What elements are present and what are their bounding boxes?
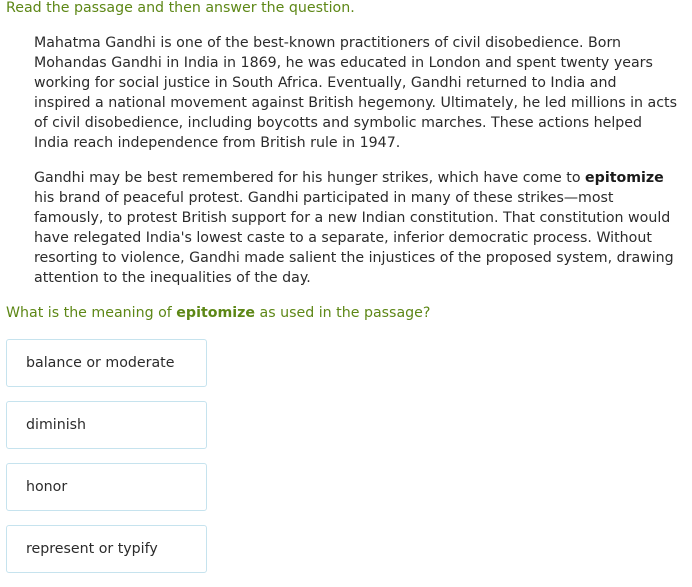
answer-choice-diminish[interactable] (6, 401, 207, 449)
answer-choice-label: diminish (26, 417, 87, 433)
passage-paragraph-2-end: his brand of peaceful protest. Gandhi participated in many of these strikes—most famously, to protest British support for a new Indian constitution. That constitution would have relegated India's lowest caste to a separate, inferior democratic process. Without resorting to violence, Gandhi made salient the injustices of the proposed system, drawing attention to the inequalities of the day. (34, 190, 674, 286)
answer-choice-label: represent or typify (26, 541, 158, 557)
answer-choice-honor[interactable] (6, 463, 207, 511)
passage-paragraph-2-start: Gandhi may be best remembered for his hunger strikes, which have come to (34, 170, 586, 186)
reading-passage (34, 33, 692, 288)
question-prompt (6, 303, 430, 323)
question-keyword: epitomize (176, 305, 255, 321)
answer-choice-represent-or-typify[interactable] (6, 525, 207, 573)
question-text-start: What is the meaning of (6, 305, 177, 321)
instruction-text: Read the passage and then answer the question. (6, 0, 355, 16)
passage-keyword: epitomize (585, 170, 664, 186)
answer-choices (6, 339, 208, 587)
answer-choice-label: balance or moderate (26, 355, 175, 371)
answer-choice-balance-or-moderate[interactable] (6, 339, 207, 387)
answer-choice-label: honor (26, 479, 68, 495)
question-text-end: as used in the passage? (255, 305, 431, 321)
passage-paragraph-1: Mahatma Gandhi is one of the best-known practitioners of civil disobedience. Born Mohandas Gandhi in India in 1869, he was educated in London and spent twenty years working for social justice in South Africa. Eventually, Gandhi returned to India and inspired a national movement against British hegemony. Ultimately, he led millions in acts of civil disobedience, including boycotts and symbolic marches. These actions helped India reach independence from British rule in 1947. (34, 35, 677, 151)
passage-paragraph-2 (34, 168, 692, 288)
